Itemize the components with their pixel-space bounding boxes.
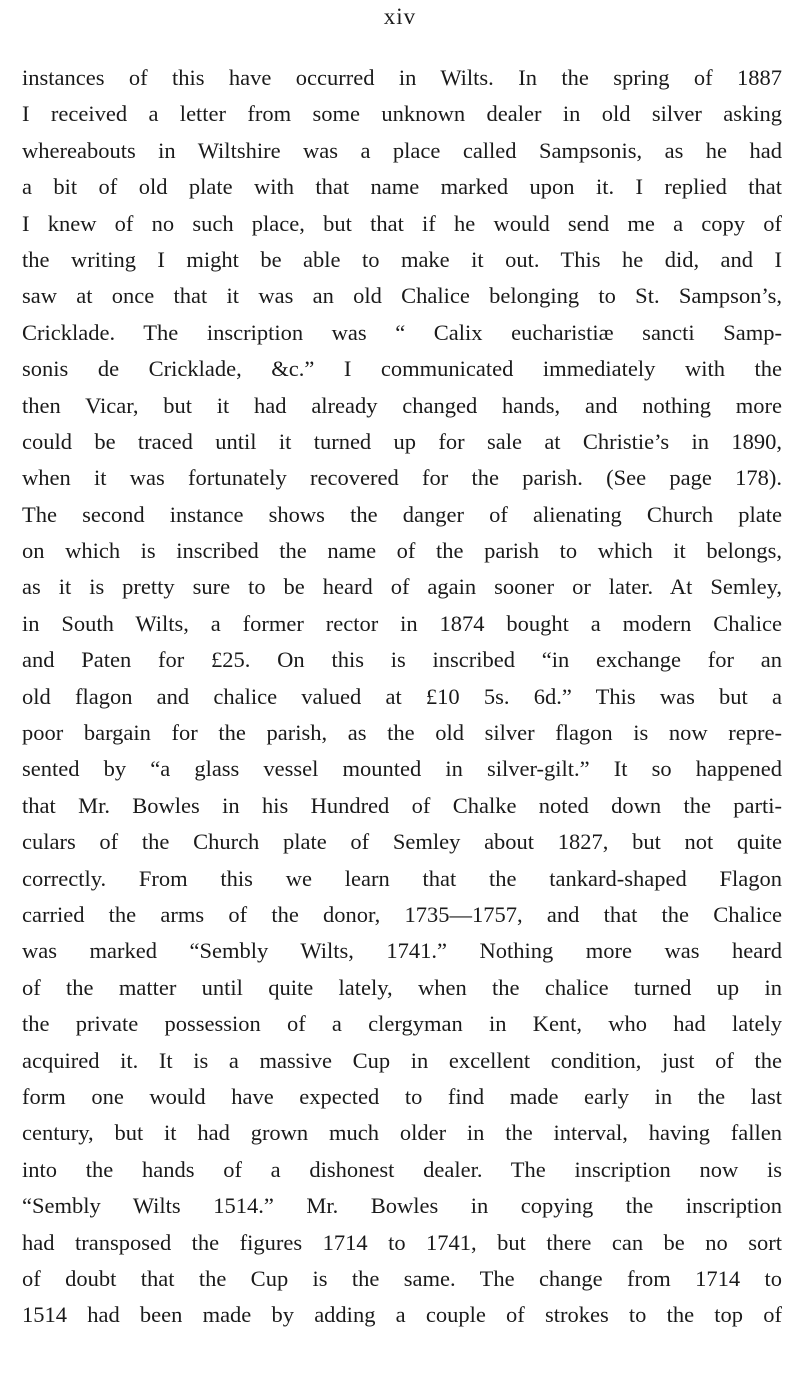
text-line: of doubt that the Cup is the same. The change from 1714 to <box>22 1265 782 1291</box>
text-line: “Sembly Wilts 1514.” Mr. Bowles in copying the inscription <box>22 1193 782 1219</box>
text-line: old flagon and chalice valued at £10 5s. 6d.” This was but a <box>22 683 782 709</box>
text-line: correctly. From this we learn that the tankard-shaped Flagon <box>22 865 782 891</box>
text-line: form one would have expected to find made early in the last <box>22 1083 782 1109</box>
text-line: acquired it. It is a massive Cup in excellent condition, just of the <box>22 1047 782 1073</box>
text-line: sonis de Cricklade, &c.” I communicated immediately with the <box>22 356 782 382</box>
body-text <box>22 60 782 1334</box>
text-line: century, but it had grown much older in the interval, having fallen <box>22 1120 782 1146</box>
text-line: had transposed the figures 1714 to 1741, but there can be no sort <box>22 1229 782 1255</box>
text-line: as it is pretty sure to be heard of again sooner or later. At Semley, <box>22 574 782 600</box>
text-line: that Mr. Bowles in his Hundred of Chalke noted down the parti- <box>22 792 782 818</box>
text-line: whereabouts in Wiltshire was a place called Sampsonis, as he had <box>22 137 782 163</box>
text-line: The second instance shows the danger of alienating Church plate <box>22 501 782 527</box>
page-number: xiv <box>383 4 417 29</box>
text-line: of the matter until quite lately, when the chalice turned up in <box>22 974 782 1000</box>
text-line: carried the arms of the donor, 1735—1757, and that the Chalice <box>22 901 782 927</box>
text-line: the private possession of a clergyman in Kent, who had lately <box>22 1011 782 1037</box>
text-line: Cricklade. The inscription was “ Calix eucharistiæ sancti Samp- <box>22 319 782 345</box>
text-line: I received a letter from some unknown dealer in old silver asking <box>22 101 782 127</box>
text-line: the writing I might be able to make it out. This he did, and I <box>22 246 782 272</box>
text-line: poor bargain for the parish, as the old silver flagon is now repre- <box>22 720 782 746</box>
text-line: in South Wilts, a former rector in 1874 bought a modern Chalice <box>22 610 782 636</box>
text-line: into the hands of a dishonest dealer. The inscription now is <box>22 1156 782 1182</box>
text-line: instances of this have occurred in Wilts. In the spring of 1887 <box>22 65 782 90</box>
text-line: could be traced until it turned up for sale at Christie’s in 1890, <box>22 428 782 454</box>
text-line: was marked “Sembly Wilts, 1741.” Nothing more was heard <box>22 938 782 964</box>
text-line: culars of the Church plate of Semley about 1827, but not quite <box>22 829 782 855</box>
text-line: I knew of no such place, but that if he would send me a copy of <box>22 210 782 236</box>
text-line: then Vicar, but it had already changed hands, and nothing more <box>22 392 782 418</box>
text-line: sented by “a glass vessel mounted in silver-gilt.” It so happened <box>22 756 782 782</box>
text-line: a bit of old plate with that name marked upon it. I replied that <box>22 174 782 200</box>
text-line: when it was fortunately recovered for the parish. (See page 178). <box>22 465 782 491</box>
text-line: on which is inscribed the name of the parish to which it belongs, <box>22 538 782 564</box>
text-line: 1514 had been made by adding a couple of strokes to the top of <box>22 1302 782 1328</box>
text-line: and Paten for £25. On this is inscribed “in exchange for an <box>22 647 782 673</box>
text-line: saw at once that it was an old Chalice belonging to St. Sampson’s, <box>22 283 782 309</box>
